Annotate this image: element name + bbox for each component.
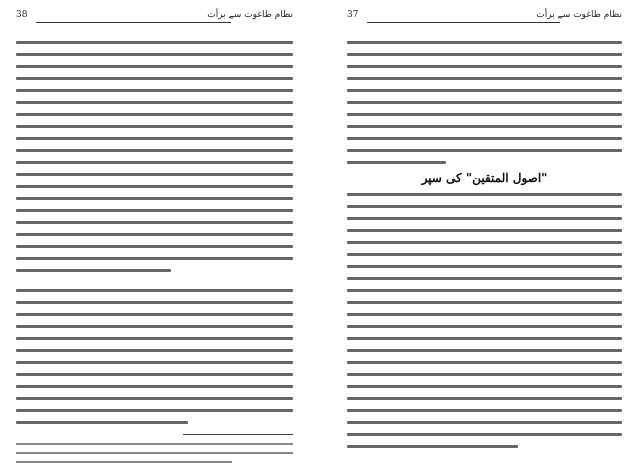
text-line <box>16 344 293 356</box>
text-line <box>347 224 622 236</box>
text-line <box>16 108 293 120</box>
text-line <box>347 144 622 156</box>
right-page-header <box>347 10 622 28</box>
text-line <box>16 216 293 228</box>
text-line <box>16 284 293 296</box>
text-line <box>347 332 622 344</box>
text-line <box>16 120 293 132</box>
text-line <box>16 72 293 84</box>
text-line <box>16 320 293 332</box>
text-line <box>347 404 622 416</box>
text-line <box>347 212 622 224</box>
text-line <box>16 240 293 252</box>
text-line <box>16 84 293 96</box>
text-line <box>16 392 293 404</box>
text-line <box>347 60 622 72</box>
text-line <box>347 108 622 120</box>
text-line <box>16 332 293 344</box>
text-line <box>347 84 622 96</box>
section-heading: "اصول المتقین" کی سپر <box>421 171 548 185</box>
text-line <box>347 132 622 144</box>
text-line <box>16 356 293 368</box>
text-line <box>16 308 293 320</box>
text-line <box>347 284 622 296</box>
text-line <box>16 228 293 240</box>
text-line <box>16 252 293 264</box>
text-line <box>347 440 622 452</box>
text-line <box>347 72 622 84</box>
text-line <box>16 144 293 156</box>
text-line <box>16 264 293 276</box>
text-line <box>16 439 293 448</box>
text-line <box>16 156 293 168</box>
text-line <box>16 180 293 192</box>
text-line <box>16 416 293 428</box>
text-line <box>347 428 622 440</box>
text-line <box>347 156 622 168</box>
text-line <box>16 457 293 466</box>
right-page-body <box>347 36 622 452</box>
text-line <box>16 380 293 392</box>
text-line <box>347 296 622 308</box>
text-line <box>347 368 622 380</box>
left-page-header <box>16 10 293 28</box>
right-running-title: نظام طاغوت سے برأت <box>536 10 622 20</box>
text-line <box>16 132 293 144</box>
text-line <box>16 204 293 216</box>
left-page-body <box>16 36 293 466</box>
text-line <box>347 380 622 392</box>
text-line <box>347 308 622 320</box>
text-line <box>347 272 622 284</box>
text-line <box>16 448 293 457</box>
text-line <box>347 48 622 60</box>
text-line <box>16 48 293 60</box>
text-line <box>347 248 622 260</box>
right-header-rule <box>367 22 560 23</box>
text-line <box>347 96 622 108</box>
text-line <box>16 192 293 204</box>
text-line <box>16 404 293 416</box>
text-line <box>347 36 622 48</box>
right-page <box>319 0 638 433</box>
text-line <box>347 344 622 356</box>
text-line <box>347 236 622 248</box>
text-line <box>16 96 293 108</box>
text-line <box>347 260 622 272</box>
text-line <box>347 200 622 212</box>
text-line <box>16 368 293 380</box>
text-line <box>16 36 293 48</box>
text-line <box>347 416 622 428</box>
text-line <box>347 392 622 404</box>
left-page <box>0 0 319 433</box>
text-line <box>347 356 622 368</box>
text-line <box>347 120 622 132</box>
text-line <box>347 188 622 200</box>
right-page-number: 37 <box>347 10 359 20</box>
left-running-title: نظام طاغوت سے برأت <box>207 10 293 20</box>
footnote-rule <box>183 434 293 435</box>
left-header-rule <box>36 22 231 23</box>
text-line <box>16 60 293 72</box>
text-line <box>16 296 293 308</box>
text-line <box>347 320 622 332</box>
text-line <box>16 168 293 180</box>
left-page-number: 38 <box>16 10 28 20</box>
